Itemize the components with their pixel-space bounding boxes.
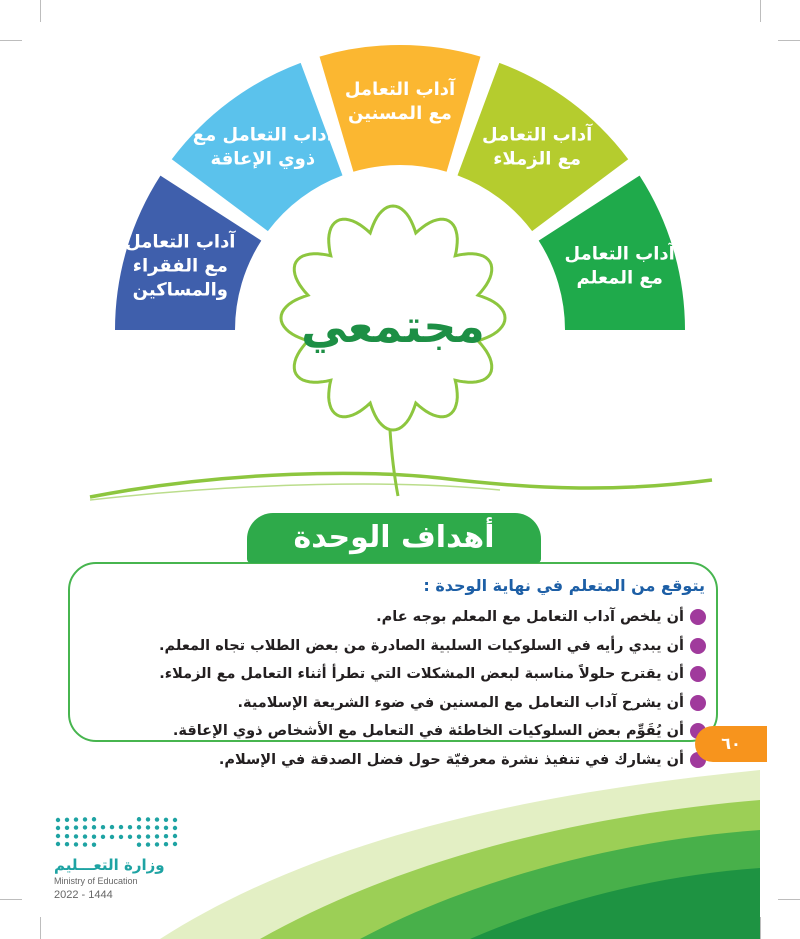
goals-title: أهداف الوحدة <box>247 513 541 563</box>
segment-disabled-label: ذوي الإعاقة <box>210 148 316 170</box>
bullet-icon <box>690 695 706 711</box>
segment-teacher-label: مع المعلم <box>576 267 663 289</box>
segment-colleagues-label: آداب التعامل <box>482 124 593 146</box>
goal-item <box>159 603 706 632</box>
bullet-icon <box>690 666 706 682</box>
page-number: ٦٠ <box>695 726 767 762</box>
goal-text: أن يشارك في تنفيذ نشرة معرفيّة حول فضل الصدقة في الإسلام. <box>218 751 684 768</box>
segment-poor-label: آداب التعامل <box>125 231 236 253</box>
ministry-name-arabic: وزارة التعـــليم <box>54 856 165 874</box>
ministry-year: 2022 - 1444 <box>54 889 113 901</box>
goals-intro: يتوقع من المتعلم في نهاية الوحدة : <box>423 576 705 595</box>
segment-poor-label: والمساكين <box>132 279 228 301</box>
segment-disabled-label: آداب التعامل مع <box>192 124 333 146</box>
goal-item <box>159 689 706 718</box>
ministry-logo-icon <box>54 814 184 854</box>
bullet-icon <box>690 609 706 625</box>
goal-text: أن يبدي رأيه في السلوكيات السلبية الصادرة من بعض الطلاب تجاه المعلم. <box>159 637 684 654</box>
segment-colleagues-label: مع الزملاء <box>493 148 582 170</box>
goal-text: أن يُقَوِّم بعض السلوكيات الخاطئة في التعامل مع الأشخاص ذوي الإعاقة. <box>172 723 684 740</box>
goal-text: أن يشرح آداب التعامل مع المسنين في ضوء الشريعة الإسلامية. <box>237 694 684 711</box>
goal-text: أن يلخص آداب التعامل مع المعلم بوجه عام. <box>376 609 684 626</box>
segment-teacher-label: آداب التعامل <box>564 243 675 265</box>
goal-text: أن يقترح حلولاً مناسبة لبعض المشكلات التي تطرأ أثناء التعامل مع الزملاء. <box>159 666 684 683</box>
goal-item <box>159 746 706 775</box>
goal-item <box>159 660 706 689</box>
segment-poor-label: مع الفقراء <box>132 255 228 277</box>
segment-elderly-label: مع المسنين <box>348 103 452 124</box>
flower-stem <box>90 430 712 500</box>
center-word: مجتمعي <box>301 299 485 353</box>
segment-elderly-label: آداب التعامل <box>344 79 456 100</box>
goals-list <box>159 603 706 774</box>
goal-item <box>159 717 706 746</box>
bullet-icon <box>690 638 706 654</box>
goal-item <box>159 632 706 661</box>
ministry-name-english: Ministry of Education <box>54 876 138 886</box>
